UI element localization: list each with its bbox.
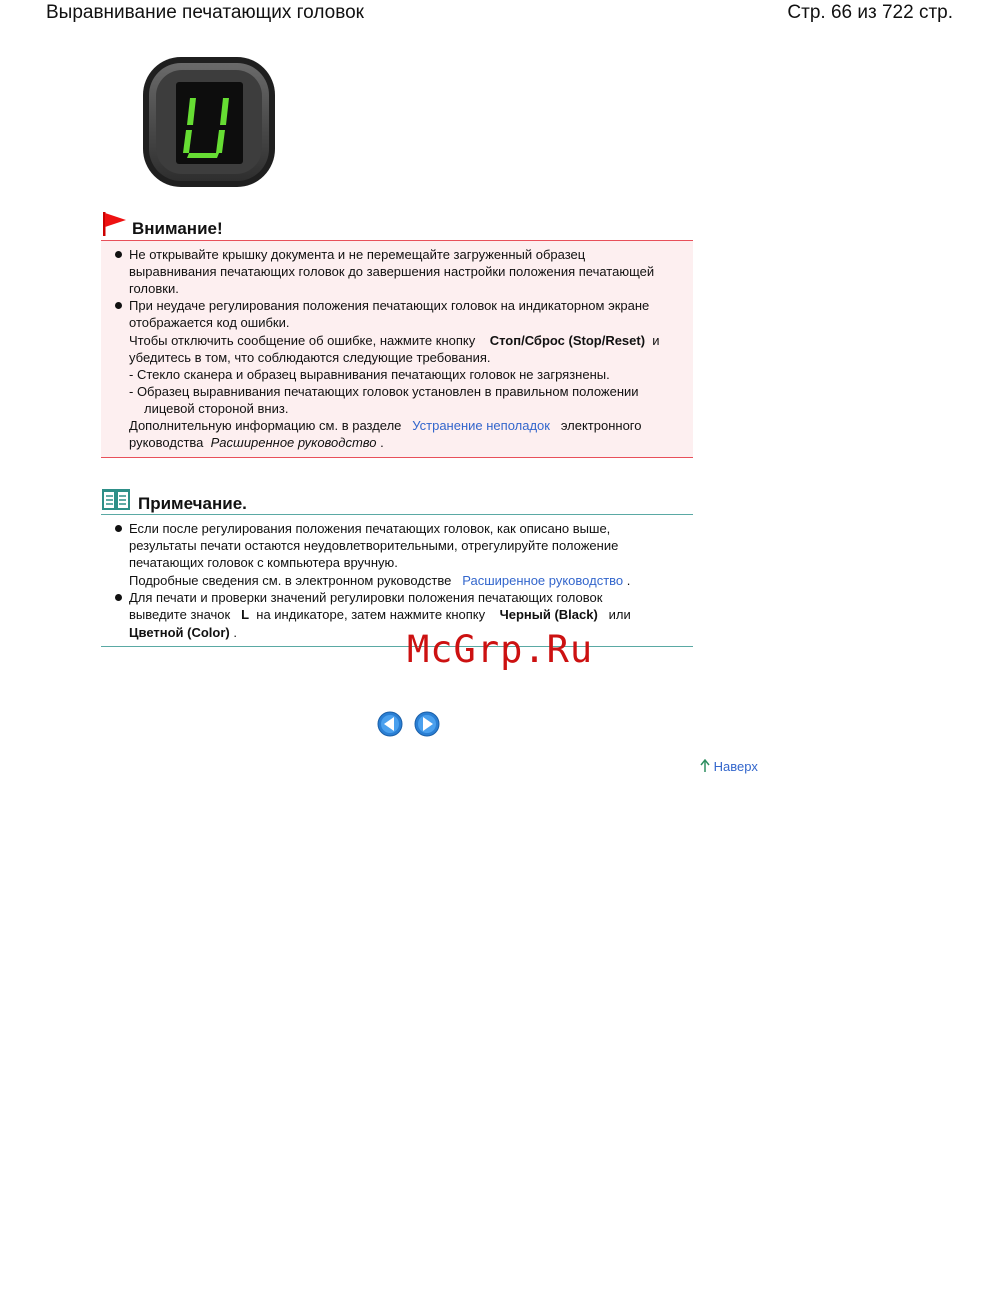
caution-header bbox=[101, 211, 693, 241]
note-header bbox=[101, 487, 693, 515]
note-text-part: . bbox=[233, 625, 237, 640]
caution-text-part: . bbox=[380, 435, 384, 450]
caution-title: Внимание! bbox=[132, 219, 223, 238]
caution-text bbox=[129, 417, 642, 434]
note-text-part: выведите значок bbox=[129, 607, 231, 622]
caution-text-part: и bbox=[652, 333, 660, 348]
note-text: Если после регулирования положения печатающих головок, как описано выше, bbox=[129, 521, 611, 536]
caution-text: - Стекло сканера и образец выравнивания печатающих головок не загрязнены. bbox=[129, 367, 610, 382]
up-arrow-icon bbox=[700, 759, 710, 772]
note-text: печатающих головок с компьютера вручную. bbox=[129, 555, 398, 570]
note-text bbox=[129, 606, 631, 623]
red-flag-icon bbox=[101, 211, 127, 237]
caution-text: лицевой стороной вниз. bbox=[144, 401, 289, 416]
previous-arrow-icon[interactable] bbox=[377, 711, 403, 737]
caution-text: убедитесь в том, что соблюдаются следующие требования. bbox=[129, 350, 491, 365]
note-text-part: Подробные сведения см. в электронном руководстве bbox=[129, 573, 452, 588]
note-text-part: или bbox=[608, 607, 631, 622]
book-icon bbox=[101, 487, 131, 511]
lcd-display-icon bbox=[141, 55, 277, 189]
caution-text-part: Чтобы отключить сообщение об ошибке, нажмите кнопку bbox=[129, 333, 476, 348]
caution-text bbox=[129, 434, 384, 451]
bullet-icon bbox=[115, 251, 122, 258]
caution-text: При неудаче регулирования положения печатающих головок на индикаторном экране bbox=[129, 298, 650, 313]
advanced-guide-title: Расширенное руководство bbox=[210, 435, 377, 450]
note-text-part: на индикаторе, затем нажмите кнопку bbox=[256, 607, 486, 622]
page-title: Выравнивание печатающих головок bbox=[46, 2, 364, 23]
note-text bbox=[129, 572, 630, 589]
black-button-label: Черный (Black) bbox=[499, 607, 598, 622]
caution-text: Не открывайте крышку документа и не перемещайте загруженный образец bbox=[129, 247, 586, 262]
caution-text-part: электронного bbox=[560, 418, 642, 433]
note-text-part: . bbox=[626, 573, 631, 588]
stop-reset-button-label: Стоп/Сброс (Stop/Reset) bbox=[489, 333, 646, 348]
caution-text: выравнивания печатающих головок до завершения настройки положения печатающей bbox=[129, 264, 655, 279]
advanced-guide-link[interactable]: Расширенное руководство bbox=[462, 573, 624, 588]
note-title: Примечание. bbox=[138, 494, 247, 513]
bullet-icon bbox=[115, 302, 122, 309]
note-text bbox=[129, 624, 237, 641]
page-counter: Стр. 66 из 722 стр. bbox=[787, 2, 953, 23]
note-text: результаты печати остаются неудовлетворительными, отрегулируйте положение bbox=[129, 538, 619, 553]
caution-text: - Образец выравнивания печатающих головок установлен в правильном положении bbox=[129, 384, 639, 399]
bullet-icon bbox=[115, 594, 122, 601]
next-arrow-icon[interactable] bbox=[414, 711, 440, 737]
watermark: McGrp.Ru bbox=[407, 628, 594, 671]
l-symbol-label: L bbox=[241, 607, 250, 622]
bullet-icon bbox=[115, 525, 122, 532]
color-button-label: Цветной (Color) bbox=[129, 625, 230, 640]
back-to-top-link[interactable]: Наверх bbox=[713, 759, 758, 774]
caution-text bbox=[129, 332, 660, 349]
caution-text: отображается код ошибки. bbox=[129, 315, 290, 330]
caution-text: головки. bbox=[129, 281, 179, 296]
note-text: Для печати и проверки значений регулировки положения печатающих головок bbox=[129, 590, 603, 605]
back-to-top[interactable] bbox=[700, 759, 758, 774]
caution-text-part: Дополнительную информацию см. в разделе bbox=[129, 418, 402, 433]
troubleshooting-link[interactable]: Устранение неполадок bbox=[412, 418, 550, 433]
caution-text-part: руководства bbox=[129, 435, 204, 450]
